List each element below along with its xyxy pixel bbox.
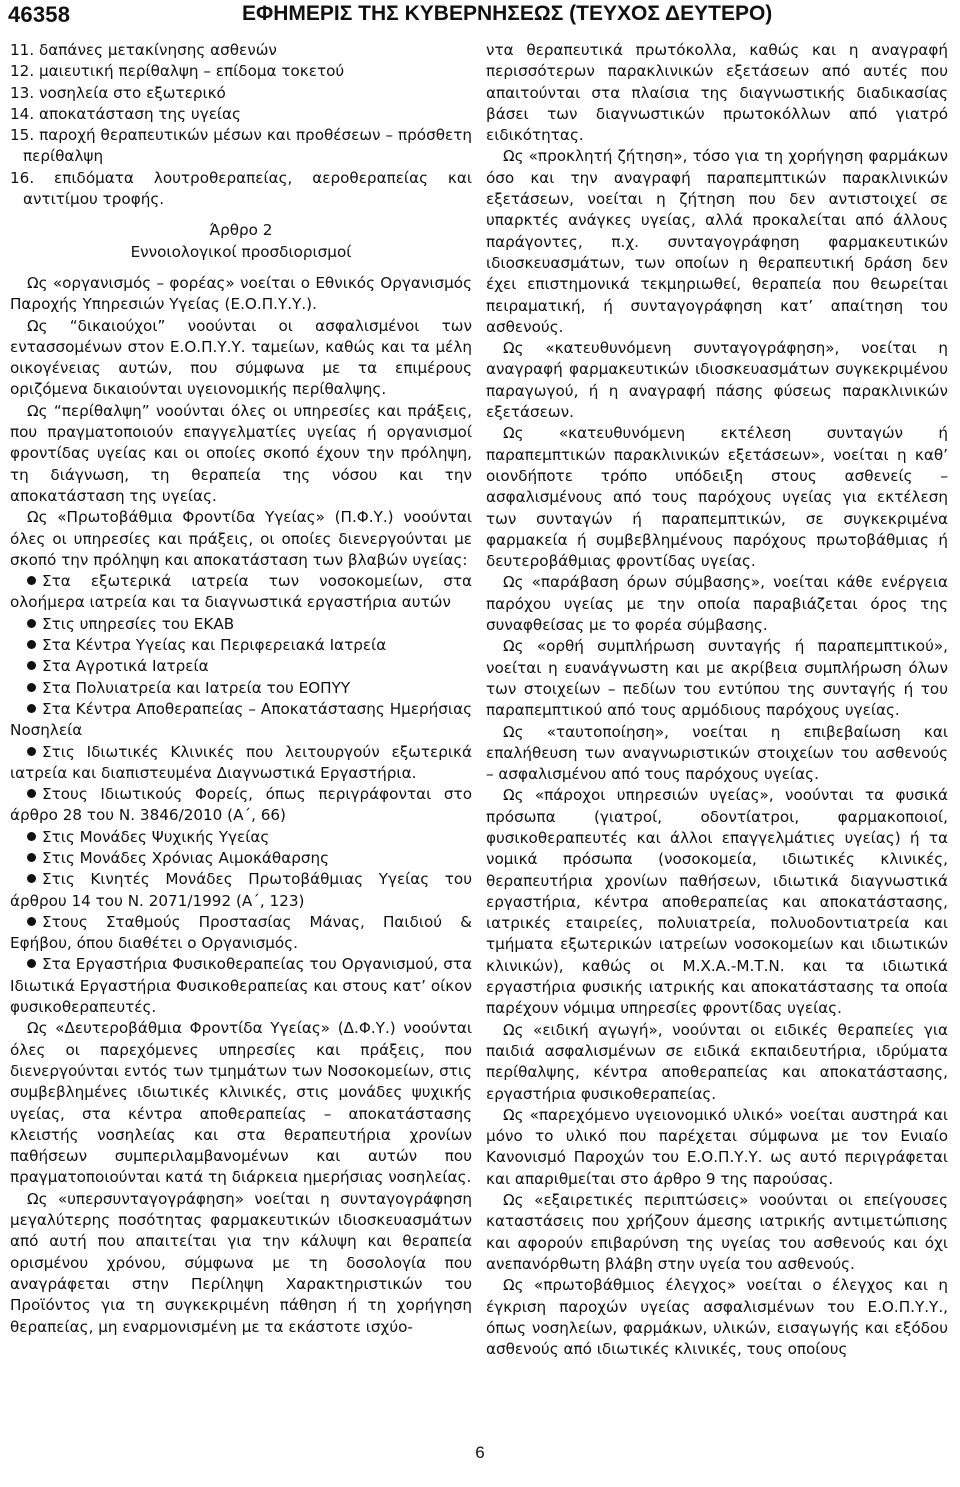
bullet-icon [27, 661, 36, 670]
bullet-item: Στα εξωτερικά ιατρεία των νοσοκομείων, στα ολοήμερα ιατρεία και τα διαγνωστικά εργαστήρια αυτών [10, 572, 472, 612]
paragraph: Ως «πρωτοβάθμιος έλεγχος» νοείται ο έλεγχος και η έγκριση παροχών υγείας ασφαλισμένων του Ε.Ο.Π.Υ.Υ., όπως νοσηλείων, φαρμάκων, υλικών, εισαγωγής και εξόδου ασθενούς από ιδιωτικές κλινικές, τους οποίους [486, 1276, 948, 1359]
paragraph: ντα θεραπευτικά πρωτόκολλα, καθώς και η αναγραφή περισσότερων παρακλινικών εξετάσεων από αυτές που απαιτούνται στα πλαίσια της διαγνωστικής διαδικασίας βάσει των διαγνωστικών πρωτοκόλλων από γιατρό ειδικότητας. [486, 41, 948, 145]
bullet-item: Στα Κέντρα Υγείας και Περιφερειακά Ιατρεία [10, 635, 472, 656]
bullet-icon [27, 853, 36, 862]
paragraph: Ως «κατευθυνόμενη εκτέλεση συνταγών ή παραπεμπτικών παρακλινικών εξετάσεων», νοείται η καθ’ οιονδήποτε τρόπο υπόδειξη στους ασθενείς – ασφαλισμένους από τους παρόχους υγείας για εκτέλεση των συνταγών ή παραπεμπτικών, σε συγκεκριμένα φαρμακεία ή συμβεβλημένους παρόχους πρωτοβάθμιας ή δευτεροβάθμιας φροντίδας υγείας. [486, 424, 948, 571]
bullet-item: Στα Πολυιατρεία και Ιατρεία του ΕΟΠΥΥ [10, 678, 472, 699]
bullet-icon [27, 576, 36, 585]
list-item: 12. μαιευτική περίθαλψη – επίδομα τοκετού [10, 62, 345, 81]
bullet-item: Στα Κέντρα Αποθεραπείας – Αποκατάστασης Ημερήσιας Νοσηλεία [10, 699, 472, 740]
paragraph: Ως «προκλητή ζήτηση», τόσο για τη χορήγηση φαρμάκων όσο και την αναγραφή παραπεμπτικών παρακλινικών εξετάσεων, νοείται η ζήτηση που δεν αντιστοιχεί σε υπαρκτές ανάγκες υγείας, αλλά προκαλείται από άλλους παράγοντες, π.χ. συνταγογράφηση φαρμακευτικών ιδιοσκευασμάτων, των οποίων η θεραπευτική δράση δεν έχει επιστημονικά τεκμηριωθεί, θεραπεία που θεωρείται πειραματική, ή συνταγογράφηση κατ’ απαίτηση του ασθενούς. [486, 147, 948, 336]
paragraph: Ως «εξαιρετικές περιπτώσεις» νοούνται οι επείγουσες καταστάσεις που χρήζουν άμεσης ιατρικής αντιμετώπισης και αφορούν επιβαρύνση της υγείας του ασθενούς και όχι ανεπανόρθωτη βλάβη στην υγεία του ασθενούς. [486, 1191, 948, 1273]
paragraph: Ως «υπερσυνταγογράφηση» νοείται η συνταγογράφηση μεγαλύτερης ποσότητας φαρμακευτικών ιδιοσκευασμάτων από αυτή που απαιτείται για την κάλυψη και θεραπεία ορισμένου χρόνου, σύμφωνα με τη δοσολογία που αναγράφεται στην Περίληψη Χαρακτηριστικών του Προϊόντος για τη συγκεκριμένη πάθηση ή τη χορήγηση θεραπείας, μη εναρμονισμένη με τα εκάστοτε ισχύο- [10, 1189, 472, 1336]
bullet-item: Στα Αγροτικά Ιατρεία [10, 656, 472, 677]
page-header [0, 0, 960, 36]
bullet-item: Στους Σταθμούς Προστασίας Μάνας, Παιδιού & Εφήβου, όπου διαθέτει ο Οργανισμός. [10, 912, 472, 953]
bullet-item: Στα Εργαστήρια Φυσικοθεραπείας του Οργανισμού, στα Ιδιωτικά Εργαστήρια Φυσικοθεραπείας και στους κατ’ οίκον φυσικοθεραπευτές. [10, 955, 472, 1017]
bullet-icon [27, 704, 36, 713]
bullet-item: Στις Μονάδες Ψυχικής Υγείας [10, 827, 472, 848]
paragraph: Ως «ταυτοποίηση», νοείται η επιβεβαίωση και επαλήθευση των αναγνωριστικών στοιχείων του ασθενούς – ασφαλισμένου από τους παρόχους υγείας. [486, 722, 948, 784]
bullet-item: Στους Ιδιωτικούς Φορείς, όπως περιγράφονται στο άρθρο 28 του Ν. 3846/2010 (Α΄, 66) [10, 785, 472, 825]
page-folio: 6 [475, 1443, 485, 1462]
paragraph: Ως «παράβαση όρων σύμβασης», νοείται κάθε ενέργεια παρόχου υγείας με την οποία παραβιάζεται όρος της συναφθείσας με το φορέα σύμβασης. [486, 573, 948, 635]
paragraph: Ως “δικαιούχοι” νοούνται οι ασφαλισμένοι των εντασσομένων στον Ε.Ο.Π.Υ.Υ. ταμείων, καθώς και τα μέλη οικογένειας αυτών, που σύμφωνα με τα επιμέρους οριζόμενα δικαιούνται υγειονομικής περίθαλψης. [10, 316, 472, 399]
list-item: 15. παροχή θεραπευτικών μέσων και προθέσεων – πρόσθετη περίθαλψη [10, 126, 472, 166]
bullet-icon [27, 619, 36, 628]
paragraph: Ως «Πρωτοβάθμια Φροντίδα Υγείας» (Π.Φ.Υ.) νοούνται όλες οι υπηρεσίες και πράξεις, οι οποίες διενεργούνται με σκοπό την πρόληψη και αποκατάσταση των βλαβών υγείας: [10, 508, 472, 569]
paragraph: Ως «ορθή συμπλήρωση συνταγής ή παραπεμπτικού», νοείται η ευανάγνωστη και με ακρίβεια συμπλήρωση όλων των στοιχείων – πεδίων του εντύπου της συνταγής ή του παραπεμπτικού από τους αρμόδιους παρόχους υγείας. [486, 637, 948, 720]
bullet-icon [27, 640, 36, 649]
list-item: 14. αποκατάσταση της υγείας [10, 104, 241, 123]
paragraph: Ως «Δευτεροβάθμια Φροντίδα Υγείας» (Δ.Φ.Υ.) νοούνται όλες οι παρεχόμενες υπηρεσίες και πράξεις, που διενεργούνται εντός των τμημάτων των Νοσοκομείων, στις συμβεβλημένες ιδιωτικές κλινικές, στις μονάδες ψυχικής υγείας, στα κέντρα αποθεραπείας – αποκατάστασης κλειστής νοσηλείας και στα θεραπευτήρια χρονίων παθήσεων συμπεριλαμβανομένων και αυτών που πραγματοποιούνται κατά τη διάρκεια ημερήσιας νοσηλείας. [10, 1019, 472, 1187]
bullet-item: Στις υπηρεσίες του ΕΚΑΒ [10, 614, 472, 635]
bullet-item: Στις Κινητές Μονάδες Πρωτοβάθμιας Υγείας του άρθρου 14 του Ν. 2071/1992 (Α΄, 123) [10, 870, 472, 910]
bullet-icon [27, 959, 36, 968]
paragraph: Ως «κατευθυνόμενη συνταγογράφηση», νοείται η αναγραφή φαρμακευτικών ιδιοσκευασμάτων συγκεκριμένου παραγωγού, ή η αναγραφή πάσης φύσεως παρακλινικών εξετάσεων. [486, 339, 948, 422]
paragraph: Ως «οργανισμός – φορέας» νοείται ο Εθνικός Οργανισμός Παροχής Υπηρεσιών Υγείας (Ε.Ο.Π.Υ.Υ.). [10, 273, 472, 314]
article-subtitle: Εννοιολογικοί προσδιορισμοί [130, 242, 352, 261]
right-column [486, 40, 948, 1360]
bullet-icon [27, 874, 36, 883]
list-item: 16. επιδόματα λουτροθεραπείας, αεροθεραπείας και αντιτίμου τροφής. [10, 168, 472, 209]
paragraph: Ως «πάροχοι υπηρεσιών υγείας», νοούνται τα φυσικά πρόσωπα (γιατροί, οδοντίατροι, φαρμακοποιοί, φυσικοθεραπευτές και άλλοι επαγγελμάτιες υγείας) ή τα νομικά πρόσωπα (νοσοκομεία, ιδιωτικές κλινικές, θεραπευτήρια χρονίων παθήσεων, ιδιωτικά διαγνωστικά εργαστήρια, κέντρα αποθεραπείας και αποκατάστασης, ιατρικές εταιρείες, πολυιατρεία, πολυοδοντιατρεία και τμήματα εξωτερικών ιατρείων νοσοκομείων και ιδιωτικών κλινικών), καθώς οι Μ.Χ.Α.-Μ.Τ.Ν. και τα ιδιωτικά εργαστήρια φυσικής ιατρικής και αποκατάστασης τα οποία παρέχουν νόμιμα υπηρεσίες φροντίδας υγείας. [486, 786, 948, 1018]
bullet-icon [27, 789, 36, 798]
article-title: Άρθρο 2 [209, 221, 273, 240]
paragraph: Ως «παρεχόμενο υγειονομικό υλικό» νοείται αυστηρά και μόνο το υλικό που παρέχεται σύμφωνα με τον Ενιαίο Κανονισμό Παροχών του Ε.Ο.Π.Υ.Υ. ως αυτό περιγράφεται και απαριθμείται στο άρθρο 9 της παρούσας. [486, 1105, 948, 1188]
paragraph: Ως «ειδική αγωγή», νοούνται οι ειδικές θεραπείες για παιδιά ασφαλισμένων σε ειδικά εκπαιδευτήρια, ιδρύματα περίθαλψης, κέντρα αποθεραπείας και αποκατάστασης, εργαστήρια φυσικοθεραπείας. [486, 1020, 948, 1103]
list-item: 13. νοσηλεία στο εξωτερικό [10, 83, 226, 102]
journal-title: ΕΦΗΜΕΡΙΣ ΤΗΣ ΚΥΒΕΡΝΗΣΕΩΣ (ΤΕΥΧΟΣ ΔΕΥΤΕΡΟ) [242, 2, 773, 25]
page-number: 46358 [8, 2, 71, 27]
bullet-icon [27, 747, 36, 756]
bullet-icon [27, 917, 36, 926]
bullet-item: Στις Ιδιωτικές Κλινικές που λειτουργούν εξωτερικά ιατρεία και διαπιστευμένα Διαγνωστικά Εργαστήρια. [10, 742, 472, 782]
list-item: 11. δαπάνες μετακίνησης ασθενών [10, 41, 277, 59]
left-column [10, 40, 472, 1338]
bullet-icon [27, 832, 36, 841]
bullet-icon [27, 683, 36, 692]
bullet-item: Στις Μονάδες Χρόνιας Αιμοκάθαρσης [10, 848, 472, 869]
paragraph: Ως “περίθαλψη” νοούνται όλες οι υπηρεσίες και πράξεις, που πραγματοποιούν επαγγελματίες υγείας ή οργανισμοί φροντίδας υγείας και οι οποίες σκοπό έχουν την πρόληψη, τη διάγνωση, τη θεραπεία της νόσου και την αποκατάσταση της υγείας. [10, 401, 472, 505]
